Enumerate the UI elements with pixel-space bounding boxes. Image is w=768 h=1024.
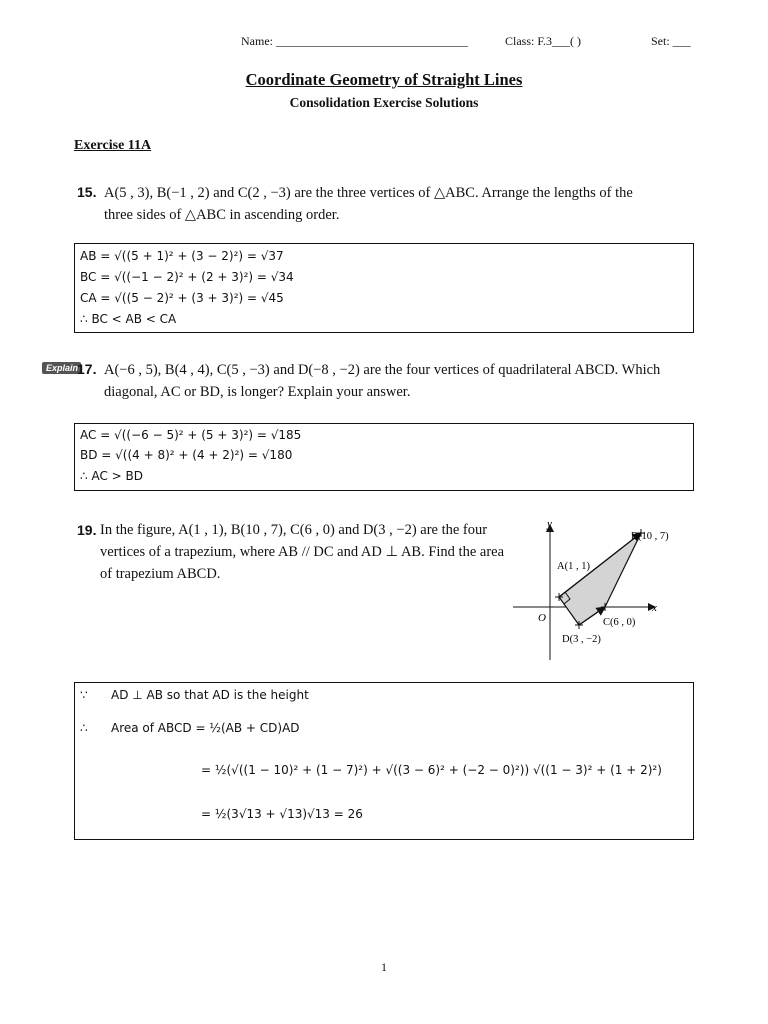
set-field-label: Set: ___ xyxy=(651,34,691,48)
q15-answer-ca: CA = √((5 − 2)² + (3 + 3)²) = √45 xyxy=(80,291,284,305)
q15-answer-box xyxy=(74,243,694,333)
explain-tag: Explain xyxy=(42,362,81,374)
class-field-label: Class: F.3___( ) xyxy=(505,34,582,48)
q19-step1: = ½(√((1 − 10)² + (1 − 7)²) + √((3 − 6)² + (−2 − 0)²)) √((1 − 3)² + (1 + 2)²) xyxy=(201,763,662,777)
document-subtitle: Consolidation Exercise Solutions xyxy=(289,95,479,110)
point-d-label: D(3 , −2) xyxy=(562,634,601,645)
name-field-label: Name: ________________________________ xyxy=(241,34,468,48)
q17-answer-ac: AC = √((−6 − 5)² + (5 + 3)²) = √185 xyxy=(80,428,302,442)
q17-number: 17. xyxy=(77,361,97,377)
q19-number: 19. xyxy=(77,522,97,538)
q17-text-line1: A(−6 , 5), B(4 , 4), C(5 , −3) and D(−8 , −2) are the four vertices of quadrilateral ABCD. Which xyxy=(104,362,661,378)
q19-text-line2: vertices of a trapezium, where AB // DC and AD ⊥ AB. Find the area xyxy=(100,544,505,560)
q15-number: 15. xyxy=(77,184,97,200)
q15-answer-conclusion: ∴ BC < AB < CA xyxy=(80,312,177,326)
q17-answer-conclusion: ∴ AC > BD xyxy=(80,469,143,483)
exercise-heading: Exercise 11A xyxy=(74,138,152,153)
q15-answer-bc: BC = √((−1 − 2)² + (2 + 3)²) = √34 xyxy=(80,270,294,284)
q19-step2: = ½(3√13 + √13)√13 = 26 xyxy=(201,807,363,821)
y-axis-label: y xyxy=(547,518,552,530)
q19-because-text: AD ⊥ AB so that AD is the height xyxy=(111,688,309,702)
trapezium-figure xyxy=(505,515,685,665)
q15-answer-ab: AB = √((5 + 1)² + (3 − 2)²) = √37 xyxy=(80,249,284,263)
document-title: Coordinate Geometry of Straight Lines xyxy=(245,70,523,89)
point-b-label: B(10 , 7) xyxy=(631,531,669,542)
q19-area-formula: Area of ABCD = ½(AB + CD)AD xyxy=(111,721,300,735)
q19-therefore-symbol: ∴ xyxy=(80,721,88,735)
point-a-label: A(1 , 1) xyxy=(557,561,590,572)
q17-answer-bd: BD = √((4 + 8)² + (4 + 2)²) = √180 xyxy=(80,448,293,462)
q19-text-line1: In the figure, A(1 , 1), B(10 , 7), C(6 , 0) and D(3 , −2) are the four xyxy=(100,522,488,538)
origin-label: O xyxy=(538,612,546,624)
q15-text-line1: A(5 , 3), B(−1 , 2) and C(2 , −3) are the three vertices of △ABC. Arrange the lengths of the xyxy=(104,185,633,201)
q17-text-line2: diagonal, AC or BD, is longer? Explain your answer. xyxy=(104,384,411,400)
q19-because-symbol: ∵ xyxy=(80,688,88,702)
x-axis-label: x xyxy=(652,602,657,614)
q19-answer-box xyxy=(74,682,694,840)
point-c-label: C(6 , 0) xyxy=(603,617,636,628)
q19-text-line3: of trapezium ABCD. xyxy=(100,566,221,582)
q17-answer-box xyxy=(74,423,694,491)
q15-text-line2: three sides of △ABC in ascending order. xyxy=(104,207,340,223)
page-number: 1 xyxy=(381,960,387,974)
trapezium-shape xyxy=(559,533,641,625)
